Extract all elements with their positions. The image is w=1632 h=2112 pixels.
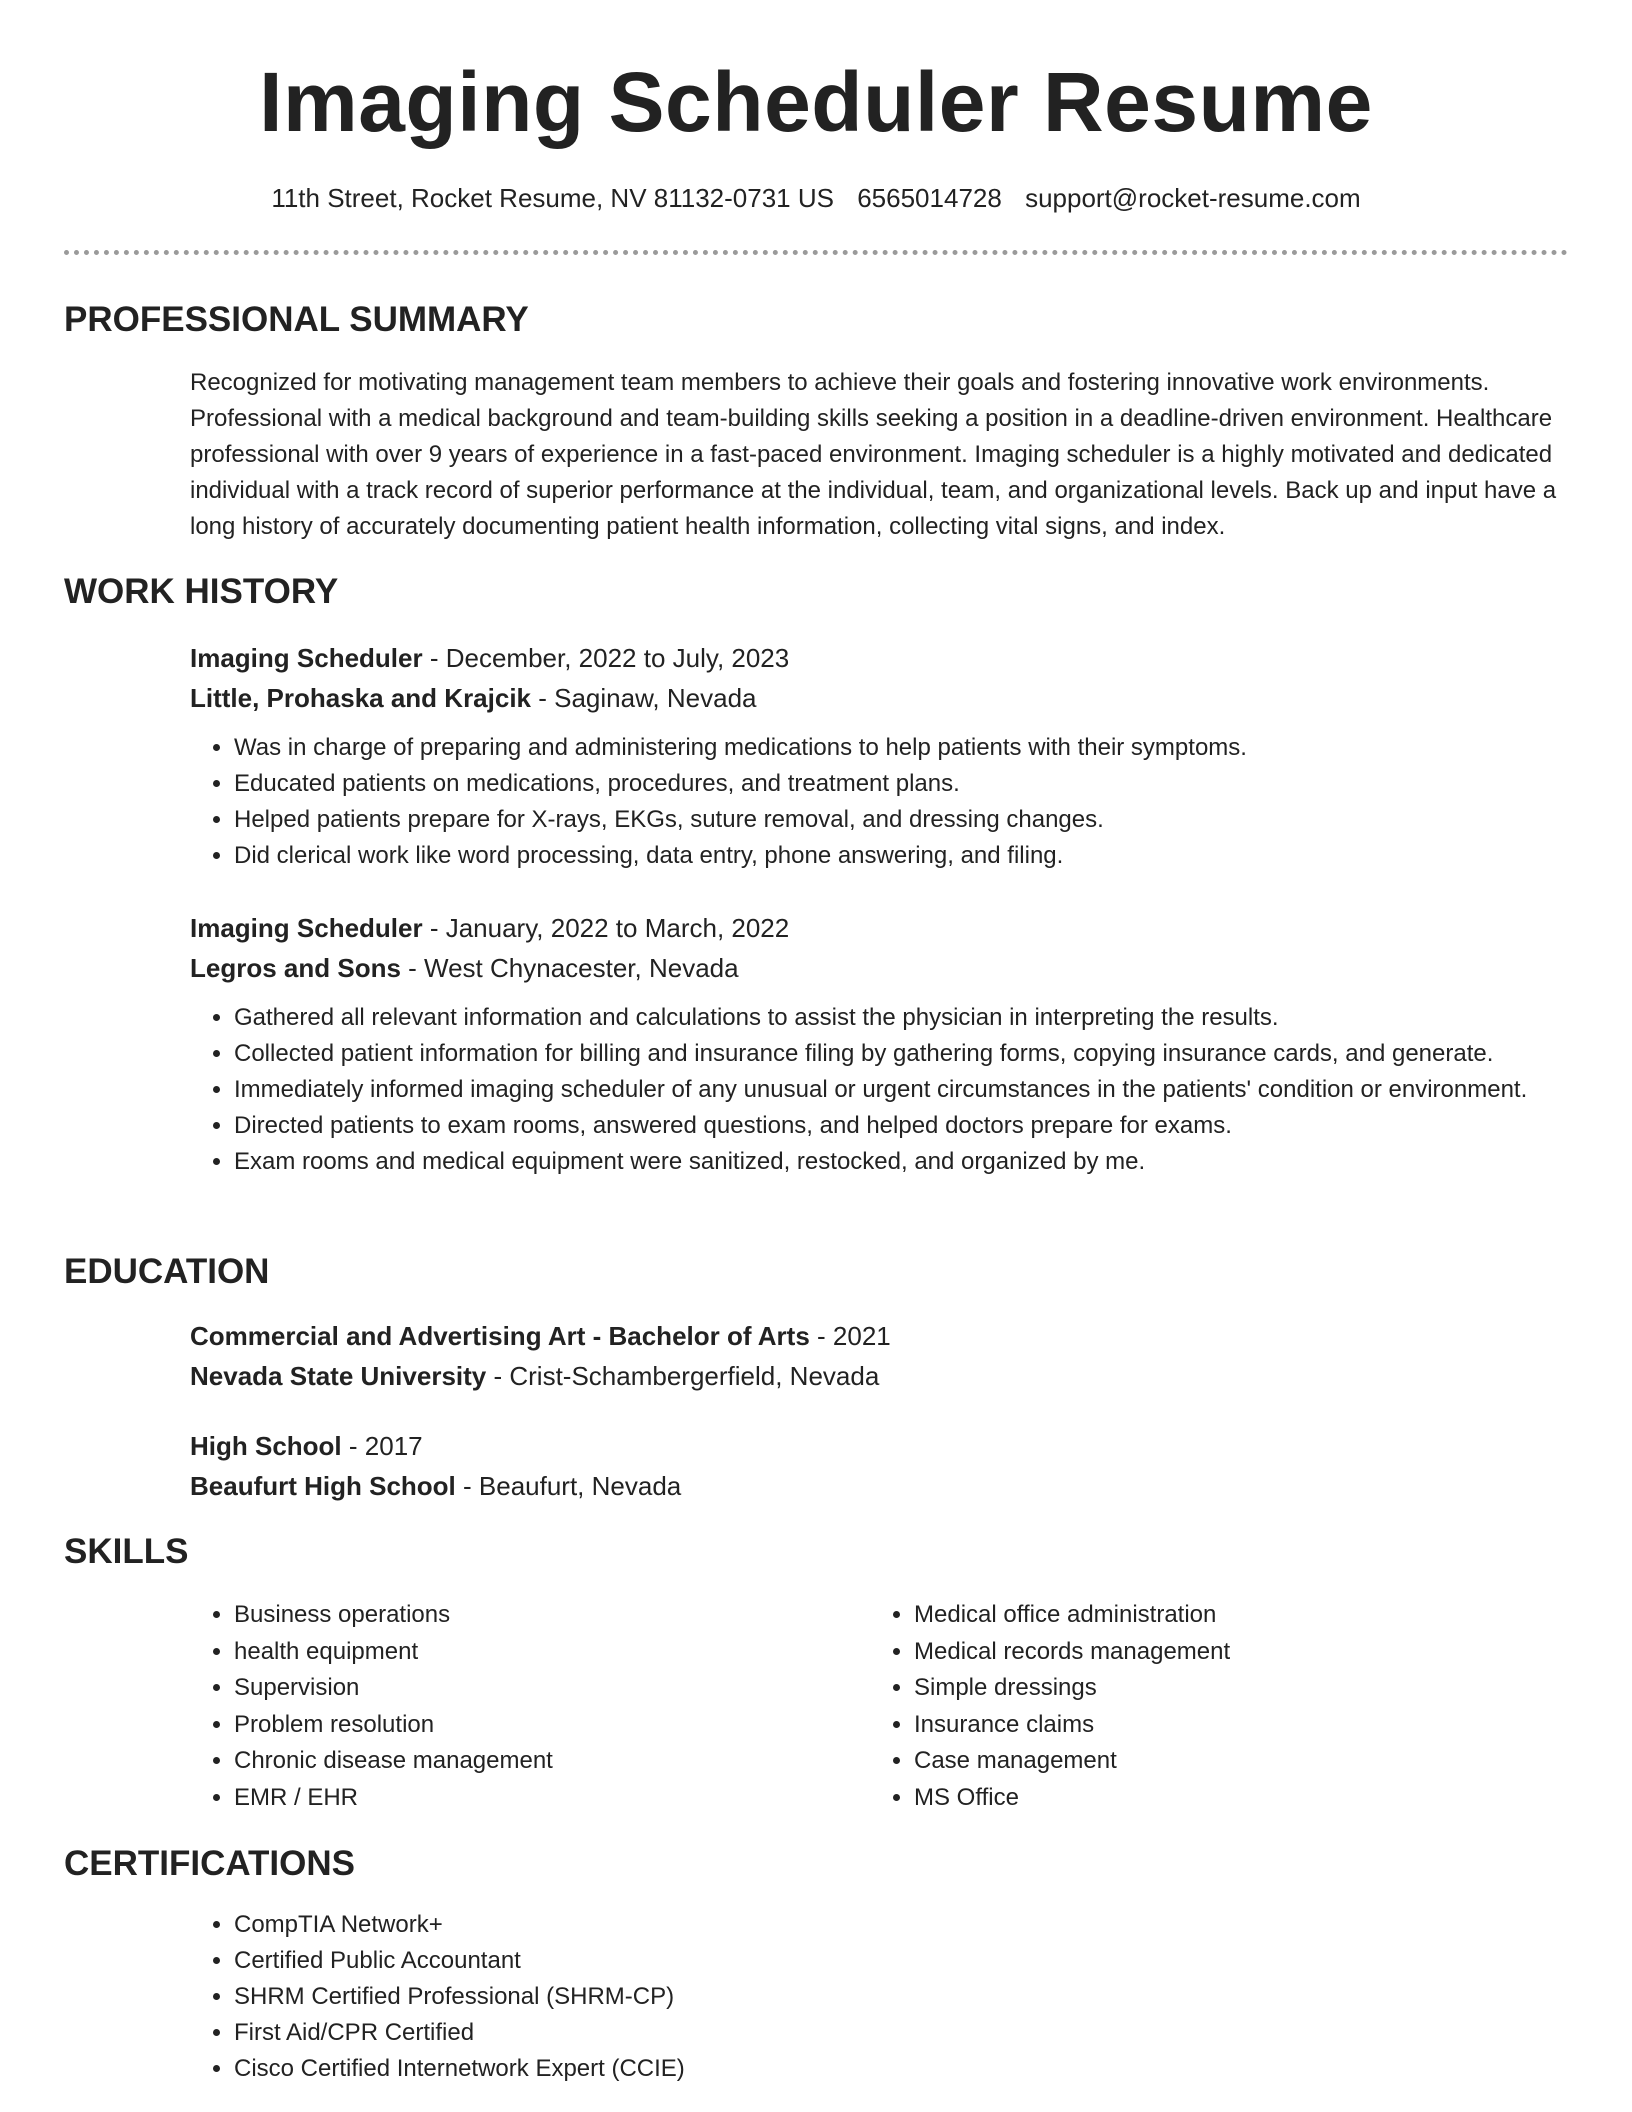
certification-item: • Cisco Certified Internetwork Expert (CCIE) xyxy=(234,2051,1568,2087)
job-entry xyxy=(190,908,1568,1180)
skills-columns xyxy=(190,1597,1568,1816)
education-entry xyxy=(190,1426,1568,1506)
job-bullet: • Did clerical work like word processing, data entry, phone answering, and filing. xyxy=(234,838,1568,874)
job-location: - West Chynacester, Nevada xyxy=(400,953,739,983)
education-location: - Crist-Schambergerfield, Nevada xyxy=(486,1361,880,1391)
certifications-section xyxy=(190,1907,1568,2087)
job-bullets xyxy=(190,730,1568,874)
job-entry xyxy=(190,638,1568,874)
education-school-line xyxy=(190,1466,1568,1506)
contact-phone: 6565014728 xyxy=(857,183,1002,213)
education-school: Nevada State University xyxy=(190,1361,487,1391)
job-location: - Saginaw, Nevada xyxy=(531,683,757,713)
skill-item: • Business operations xyxy=(234,1597,870,1634)
skill-item: • health equipment xyxy=(234,1634,870,1671)
job-bullet: • Educated patients on medications, procedures, and treatment plans. xyxy=(234,766,1568,802)
summary-text: Recognized for motivating management team members to achieve their goals and fostering innovative work environments. Professional with a medical background and team-building skills seeking a position in a deadline-driven environment. Healthcare professional with over 9 years of experience in a fast-paced environment. Imaging scheduler is a highly motivated and dedicated individual with a track record of superior performance at the individual, team, and organizational levels. Back up and input have a long history of accurately documenting patient health information, collecting vital signs, and index. xyxy=(190,369,1557,540)
job-bullet: • Exam rooms and medical equipment were sanitized, restocked, and organized by me. xyxy=(234,1144,1568,1180)
job-title: Imaging Scheduler xyxy=(190,643,423,673)
skill-item: • Chronic disease management xyxy=(234,1743,870,1780)
job-company: Legros and Sons xyxy=(190,953,401,983)
job-company-line xyxy=(190,678,1568,718)
certification-item: • First Aid/CPR Certified xyxy=(234,2015,1568,2051)
job-bullet: • Was in charge of preparing and administering medications to help patients with their symptoms. xyxy=(234,730,1568,766)
education-year: - 2017 xyxy=(341,1431,423,1461)
job-company: Little, Prohaska and Krajcik xyxy=(190,683,532,713)
skills-list-right xyxy=(870,1597,1550,1816)
job-bullet: • Gathered all relevant information and calculations to assist the physician in interpreting the results. xyxy=(234,1000,1568,1036)
education-degree-line xyxy=(190,1426,1568,1466)
education-school: Beaufurt High School xyxy=(190,1471,456,1501)
job-bullet: • Collected patient information for billing and insurance filing by gathering forms, copying insurance cards, and generate. xyxy=(234,1036,1568,1072)
job-dates: - December, 2022 to July, 2023 xyxy=(422,643,790,673)
skill-item: • Medical records management xyxy=(914,1634,1550,1671)
education-degree: Commercial and Advertising Art - Bachelor of Arts xyxy=(190,1321,810,1351)
education-degree-line xyxy=(190,1316,1568,1356)
contact-email: support@rocket-resume.com xyxy=(1025,183,1361,213)
education-year: - 2021 xyxy=(809,1321,891,1351)
skill-item: • Medical office administration xyxy=(914,1597,1550,1634)
certification-item: • CompTIA Network+ xyxy=(234,1907,1568,1943)
certifications-heading: CERTIFICATIONS xyxy=(64,1844,356,1883)
job-title-line xyxy=(190,908,1568,948)
skill-item: • Supervision xyxy=(234,1670,870,1707)
skills-heading: SKILLS xyxy=(64,1532,189,1571)
skill-item: • Problem resolution xyxy=(234,1707,870,1744)
work-heading: WORK HISTORY xyxy=(64,572,339,611)
job-company-line xyxy=(190,948,1568,988)
header-divider xyxy=(64,250,1568,255)
job-dates: - January, 2022 to March, 2022 xyxy=(422,913,790,943)
skills-section xyxy=(190,1597,1568,1816)
education-school-line xyxy=(190,1356,1568,1396)
summary-heading: PROFESSIONAL SUMMARY xyxy=(64,300,529,339)
job-title: Imaging Scheduler xyxy=(190,913,423,943)
education-entry xyxy=(190,1316,1568,1396)
resume-title: Imaging Scheduler Resume xyxy=(259,55,1373,149)
contact-address: 11th Street, Rocket Resume, NV 81132-0731 US xyxy=(271,183,834,213)
job-title-line xyxy=(190,638,1568,678)
job-bullet: • Immediately informed imaging scheduler of any unusual or urgent circumstances in the patients' condition or environment. xyxy=(234,1072,1568,1108)
job-bullet: • Helped patients prepare for X-rays, EKGs, suture removal, and dressing changes. xyxy=(234,802,1568,838)
skill-item: • EMR / EHR xyxy=(234,1780,870,1817)
job-bullets xyxy=(190,1000,1568,1180)
summary-section xyxy=(190,365,1568,545)
education-location: - Beaufurt, Nevada xyxy=(455,1471,682,1501)
certification-item: • Certified Public Accountant xyxy=(234,1943,1568,1979)
certifications-list xyxy=(190,1907,1568,2087)
skill-item: • Case management xyxy=(914,1743,1550,1780)
skill-item: • Simple dressings xyxy=(914,1670,1550,1707)
education-degree: High School xyxy=(190,1431,342,1461)
skill-item: • MS Office xyxy=(914,1780,1550,1817)
skill-item: • Insurance claims xyxy=(914,1707,1550,1744)
contact-info xyxy=(64,180,1568,216)
education-heading: EDUCATION xyxy=(64,1252,270,1291)
skills-list-left xyxy=(190,1597,870,1816)
job-bullet: • Directed patients to exam rooms, answered questions, and helped doctors prepare for exams. xyxy=(234,1108,1568,1144)
certification-item: • SHRM Certified Professional (SHRM-CP) xyxy=(234,1979,1568,2015)
